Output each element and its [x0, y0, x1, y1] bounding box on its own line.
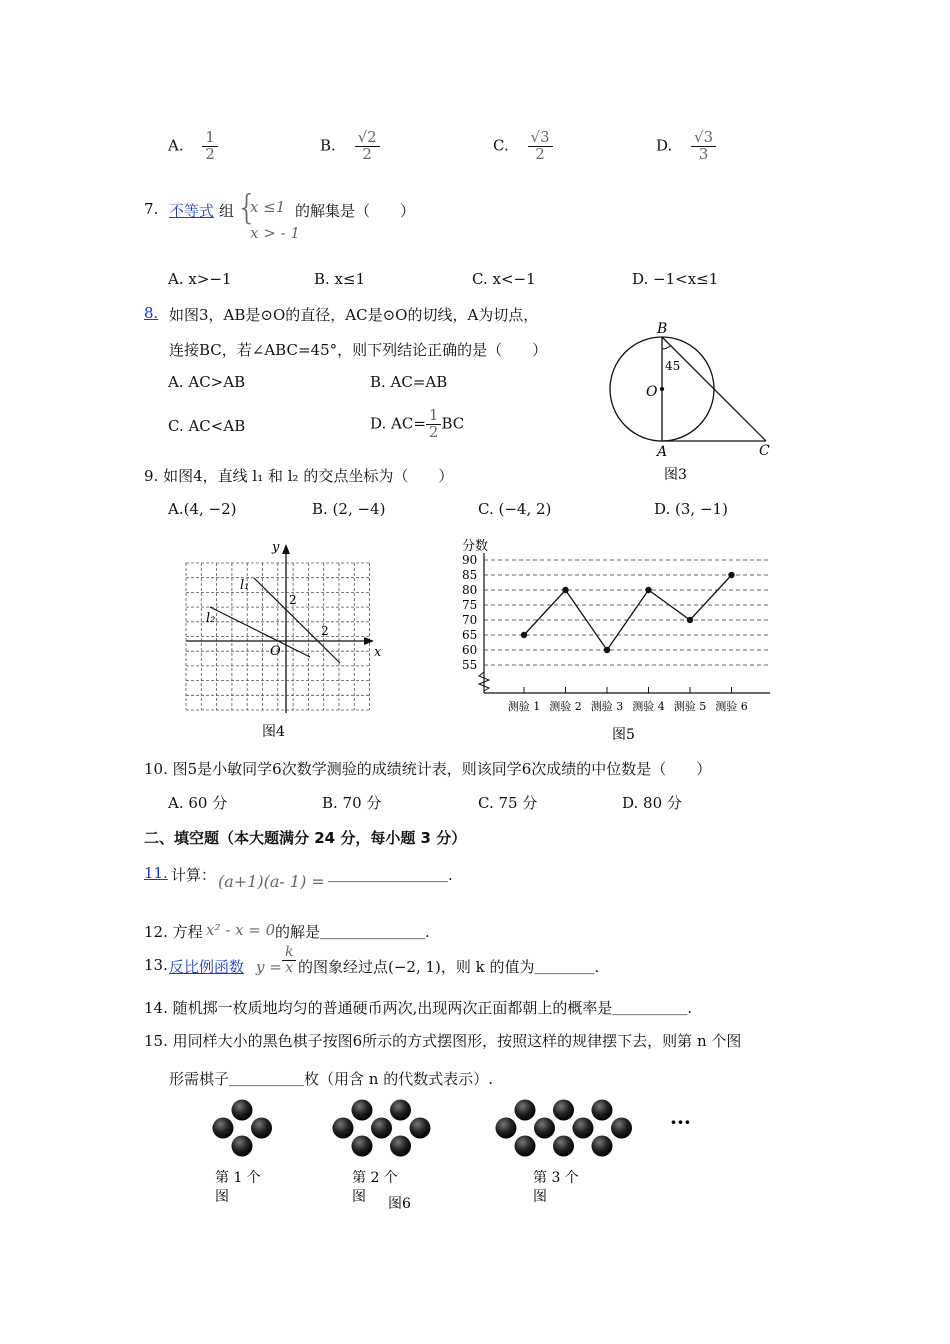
svg-text:第 1 个: 第 1 个	[215, 1170, 261, 1186]
chess-pieces	[213, 1100, 633, 1157]
x-axis-arrow-icon	[364, 637, 374, 645]
chess-piece	[553, 1136, 574, 1157]
y-tick-label: 55	[462, 658, 478, 672]
x-tick-label: 测验 2	[549, 700, 582, 713]
svg-text:y: y	[272, 540, 280, 555]
data-point	[645, 587, 651, 593]
center-point	[660, 387, 664, 391]
svg-text:图: 图	[352, 1189, 366, 1205]
q6-option-c: C. $\frac{√3}{2}$	[493, 130, 553, 163]
line-l2	[210, 607, 310, 657]
chess-piece	[232, 1136, 253, 1157]
chess-piece	[333, 1118, 354, 1139]
svg-text:图: 图	[215, 1189, 229, 1205]
chess-piece	[515, 1100, 536, 1121]
chess-piece	[515, 1136, 536, 1157]
x-tick-label: 测验 5	[673, 700, 707, 713]
q8-option-d: D. AC= $\frac{1}{2}$ BC	[370, 406, 465, 441]
chart-series-line	[524, 575, 732, 650]
figure-6-caption: 图6	[388, 1196, 411, 1212]
chess-piece	[573, 1118, 594, 1139]
figure-5-line-chart	[455, 535, 785, 745]
brace-icon: {	[236, 188, 258, 228]
svg-text:l₁: l₁	[240, 578, 250, 593]
label-a: A	[657, 444, 668, 460]
q6-option-d: D. $\frac{√3}{3}$	[656, 130, 716, 163]
q13-link[interactable]: 反比例函数	[169, 958, 245, 976]
label-o: O	[646, 384, 658, 400]
figure-6-chess-pattern	[200, 1092, 720, 1217]
angle-arc	[662, 346, 671, 350]
chess-piece	[390, 1136, 411, 1157]
chess-piece	[553, 1100, 574, 1121]
x-tick-label: 测验 6	[715, 700, 748, 713]
chess-piece	[534, 1118, 555, 1139]
label-b: B	[657, 321, 668, 337]
chess-piece	[410, 1118, 431, 1139]
chess-piece	[592, 1100, 613, 1121]
figure-4-caption: 图4	[262, 724, 285, 740]
svg-text:x: x	[374, 645, 382, 660]
figure-5-caption: 图5	[612, 727, 635, 743]
svg-text:第 2 个: 第 2 个	[352, 1170, 398, 1186]
data-point	[728, 572, 734, 578]
section-2-heading: 二、填空题（本大题满分 24 分，每小题 3 分）	[144, 829, 467, 847]
chess-piece	[352, 1136, 373, 1157]
chess-piece	[232, 1100, 253, 1121]
data-point	[521, 632, 527, 638]
svg-text:O: O	[270, 644, 281, 659]
x-tick-label: 测验 3	[590, 700, 624, 713]
q10-text: 10. 图5是小敏同学6次数学测验的成绩统计表，则该同学6次成绩的中位数是（ ）	[144, 760, 712, 778]
svg-text:图: 图	[533, 1189, 547, 1205]
x-tick-label: 测验 4	[632, 700, 665, 713]
svg-text:2: 2	[289, 593, 297, 607]
x-tick-label: 测验 1	[507, 700, 541, 713]
q15-line2: 形需棋子＿＿＿＿＿枚（用含 n 的代数式表示）.	[169, 1070, 493, 1088]
y-tick-label: 90	[462, 553, 478, 567]
chess-piece	[390, 1100, 411, 1121]
ellipsis: ···	[670, 1110, 691, 1134]
chart-y-ticks	[462, 553, 477, 672]
y-tick-label: 60	[462, 643, 478, 657]
q9-text: 9. 如图4，直线 l₁ 和 l₂ 的交点坐标为（ ）	[144, 467, 454, 485]
data-point	[562, 587, 568, 593]
q14-text: 14. 随机掷一枚质地均匀的普通硬币两次,出现两次正面都朝上的概率是＿＿＿＿＿.	[144, 999, 693, 1017]
y-tick-label: 75	[462, 598, 478, 612]
chess-piece	[352, 1100, 373, 1121]
data-point	[604, 647, 610, 653]
svg-text:第 3 个: 第 3 个	[533, 1170, 579, 1186]
q8-number-link[interactable]: 8.	[144, 304, 159, 322]
q6-option-a: A. $\frac{1}{2}$	[168, 130, 218, 163]
chess-piece	[611, 1118, 632, 1139]
data-point	[687, 617, 693, 623]
q7-link[interactable]: 不等式	[169, 202, 215, 220]
q15-line1: 15. 用同样大小的黑色棋子按图6所示的方式摆图形，按照这样的规律摆下去，则第 n 个图	[144, 1032, 742, 1050]
figure-4-coordinate-grid	[180, 538, 390, 743]
chess-piece	[251, 1118, 272, 1139]
chess-piece	[213, 1118, 234, 1139]
angle-label: 45	[665, 359, 681, 373]
q6-option-b: B. $\frac{√2}{2}$	[320, 130, 380, 163]
y-tick-label: 80	[462, 583, 478, 597]
label-c: C	[759, 443, 770, 459]
figure-3-circle-tangent	[600, 318, 790, 488]
y-tick-label: 65	[462, 628, 478, 642]
chart-ylabel: 分数	[462, 539, 489, 554]
svg-text:l₂: l₂	[206, 611, 216, 626]
chart-gridlines	[484, 560, 770, 665]
grid-lines	[186, 563, 370, 710]
y-tick-label: 85	[462, 568, 478, 582]
chess-piece	[371, 1118, 392, 1139]
y-tick-label: 70	[462, 613, 478, 627]
y-axis-arrow-icon	[282, 544, 290, 554]
segment-bc	[662, 337, 766, 441]
chart-points	[521, 572, 735, 653]
chess-piece	[592, 1136, 613, 1157]
q11-number-link[interactable]: 11.	[144, 864, 168, 882]
chess-piece	[496, 1118, 517, 1139]
chart-x-ticks	[508, 687, 748, 713]
svg-text:2: 2	[321, 624, 329, 638]
figure-3-caption: 图3	[664, 467, 687, 483]
